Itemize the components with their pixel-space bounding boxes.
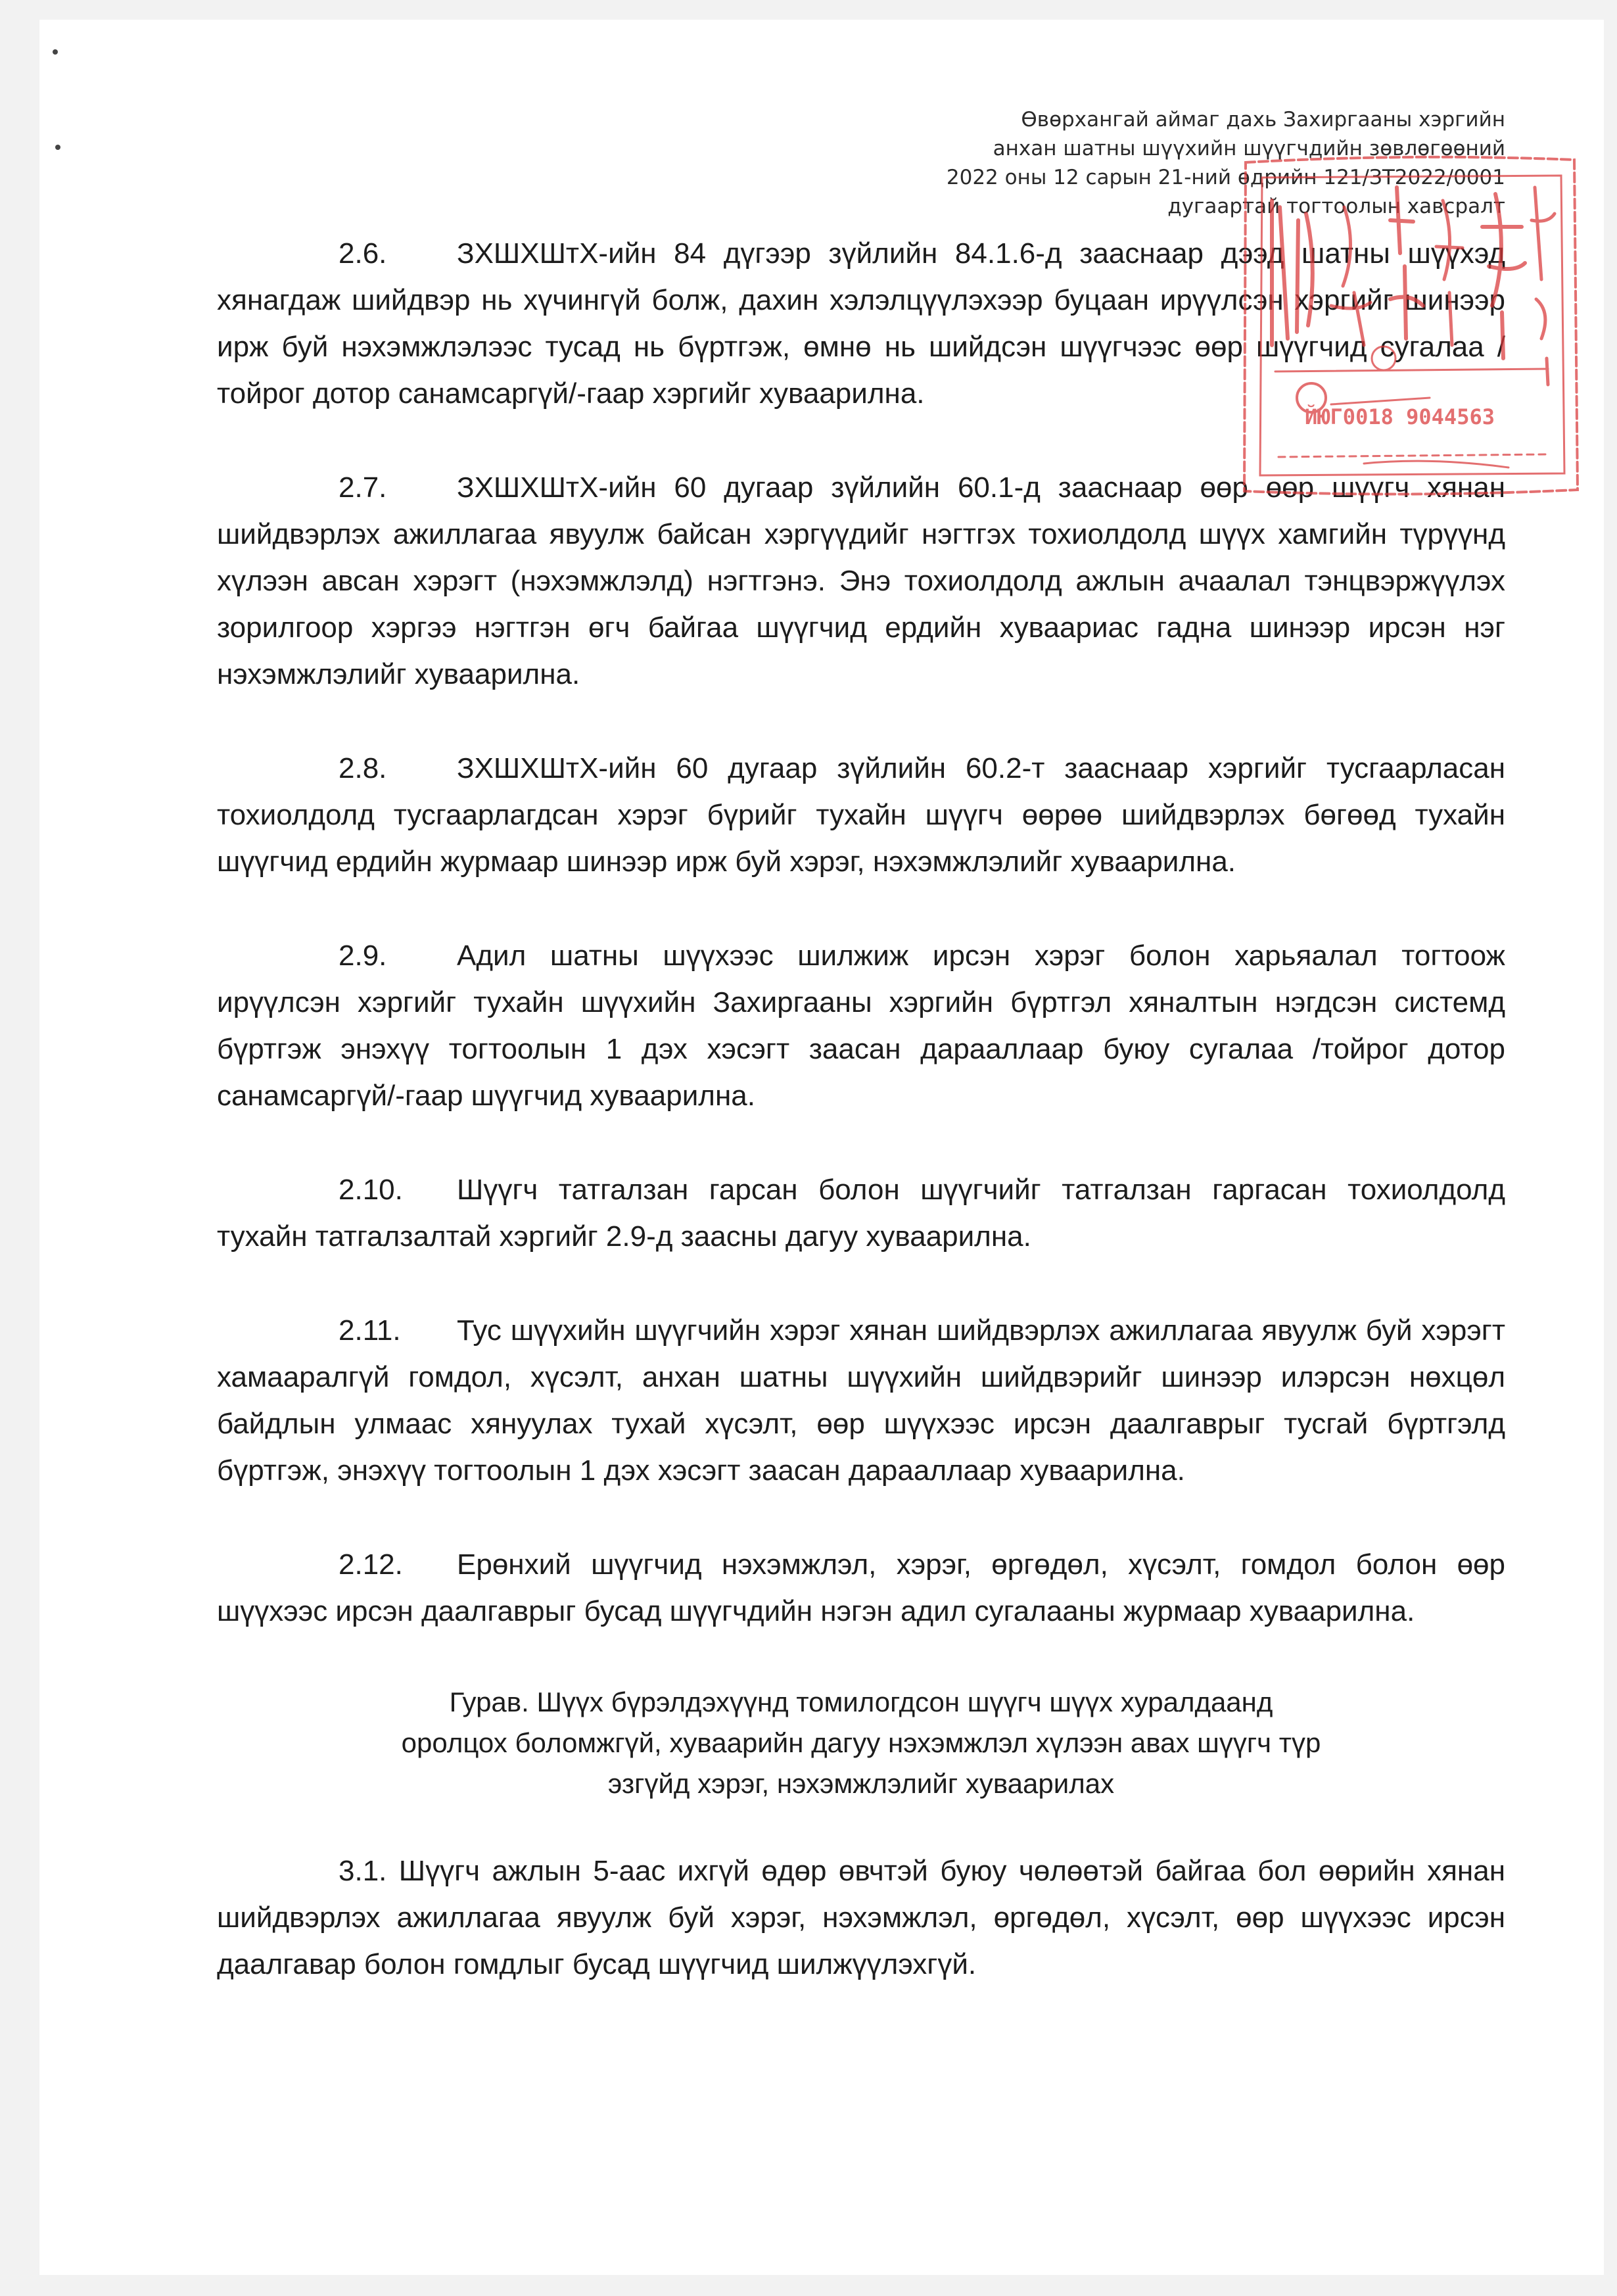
- clause-number: 2.11.: [339, 1314, 401, 1347]
- clause-2-10: [217, 1166, 1505, 1260]
- document-body: [217, 230, 1505, 2035]
- clause-text: Тус шүүхийн шүүгчийн хэрэг хянан шийдвэрлэх ажиллагаа явуулж буй хэрэгт хамааралгүй гомдол, хүсэлт, анхан шатны шүүхийн шийдвэрийг шинээр илэрсэн нөхцөл байдлын улмаас хянуулах тухай хүсэлт, өөр шүүхээс ирсэн даалгаврыг тусгай бүртгэлд бүртгэж, энэхүү тогтоолын 1 дэх хэсэгт заасан дарааллаар хуваарилна.: [217, 1314, 1505, 1487]
- clause-text: Ерөнхий шүүгчид нэхэмжлэл, хэрэг, өргөдөл, хүсэлт, гомдол болон өөр шүүхээс ирсэн даалгаврыг бусад шүүгчдийн нэгэн адил сугалааны журмаар хуваарилна.: [217, 1548, 1505, 1627]
- stamp-serial: ЙЮГ0018 9044563: [1305, 404, 1495, 429]
- clause-text: ЗХШХШтХ-ийн 60 дугаар зүйлийн 60.2-т зааснаар хэргийг тусгаарласан тохиолдолд тусгаарлагдсан хэрэг бүрийг тухайн шүүгч өөрөө шийдвэрлэх бөгөөд тухайн шүүгчид ердийн журмаар шинээр ирж буй хэрэг, нэхэмжлэлийг хуваарилна.: [217, 752, 1505, 878]
- clause-number: 2.12.: [339, 1548, 403, 1581]
- clause-3-1: 3.1. Шүүгч ажлын 5-аас ихгүй өдөр өвчтэй буюу чөлөөтэй байгаа бол өөрийн хянан шийдвэрлэх ажиллагаа явуулж буй хэрэг, нэхэмжлэл, өргөдөл, хүсэлт, өөр шүүхээс ирсэн даалгавар болон гомдлыг бусад шүүгчид шилжүүлэхгүй.: [217, 1855, 1505, 1980]
- scan-speck: [53, 49, 58, 55]
- clause-number: 2.9.: [339, 940, 387, 972]
- clause-2-11: [217, 1307, 1505, 1494]
- clause-2-7: [217, 464, 1505, 698]
- clause-number: 2.6.: [339, 237, 387, 270]
- clause-text: ЗХШХШтХ-ийн 84 дүгээр зүйлийн 84.1.6-д зааснаар дээд шатны шүүхэд хянагдаж шийдвэр нь хүчингүй болж, дахин хэлэлцүүлэхээр буцаан ирүүлсэн хэргийг шинээр ирж буй нэхэмжлэлээс тусад нь бүртгэж, өмнө нь шийдсэн шүүгчээс өөр шүүгчид сугалаа /тойрог дотор санамсаргүй/-гаар хэргийг хуваарилна.: [217, 237, 1505, 410]
- clause-2-9: [217, 932, 1505, 1119]
- clause-2-12: [217, 1541, 1505, 1635]
- clause-number: 2.7.: [339, 471, 387, 504]
- document-header: [947, 105, 1505, 221]
- clause-number: 2.10.: [339, 1174, 403, 1206]
- clause-text: Шүүгч татгалзан гарсан болон шүүгчийг татгалзан гаргасан тохиолдолд тухайн татгалзалтай хэргийг 2.9-д заасны дагуу хуваарилна.: [217, 1174, 1505, 1253]
- section-heading: [217, 1682, 1505, 1804]
- header-line: дугаартай тогтоолын хавсралт: [1167, 195, 1505, 218]
- clause-2-6: [217, 230, 1505, 417]
- heading-line: оролцох боломжгүй, хуваарийн дагуу нэхэмжлэл хүлээн авах шүүгч түр: [401, 1727, 1321, 1758]
- header-line: анхан шатны шүүхийн шүүгчдийн зөвлөгөөний: [993, 137, 1505, 160]
- heading-line: эзгүйд хэрэг, нэхэмжлэлийг хуваарилах: [607, 1768, 1115, 1799]
- header-line: Өвөрхангай аймаг дахь Захиргааны хэргийн: [1021, 108, 1505, 132]
- clause-2-8: [217, 745, 1505, 885]
- clause-number: 2.8.: [339, 752, 387, 784]
- header-line: 2022 оны 12 сарын 21-ний өдрийн 121/ЗТ2022/0001: [946, 166, 1505, 189]
- document-page: [39, 20, 1604, 2275]
- heading-line: Гурав. Шүүх бүрэлдэхүүнд томилогдсон шүүгч шүүх хуралдаанд: [449, 1686, 1273, 1717]
- scan-speck: [55, 145, 60, 150]
- clause-text: Адил шатны шүүхээс шилжиж ирсэн хэрэг болон харьяалал тогтоож ирүүлсэн хэргийг тухайн шүүхийн Захиргааны хэргийн бүртгэл хяналтын нэгдсэн системд бүртгэж энэхүү тогтоолын 1 дэх хэсэгт заасан дарааллаар буюу сугалаа /тойрог дотор санамсаргүй/-гаар шүүгчид хуваарилна.: [217, 940, 1505, 1112]
- clause-text: ЗХШХШтХ-ийн 60 дугаар зүйлийн 60.1-д зааснаар өөр өөр шүүгч хянан шийдвэрлэх ажиллагаа явуулж байсан хэргүүдийг нэгтгэх тохиолдолд шүүх хамгийн түрүүнд хүлээн авсан хэрэгт (нэхэмжлэлд) нэгтгэнэ. Энэ тохиолдолд ажлын ачаалал тэнцвэржүүлэх зорилгоор хэргээ нэгтгэн өгч байгаа шүүгчид ердийн хуваариас гадна шинээр ирсэн нэг нэхэмжлэлийг хуваарилна.: [217, 471, 1505, 690]
